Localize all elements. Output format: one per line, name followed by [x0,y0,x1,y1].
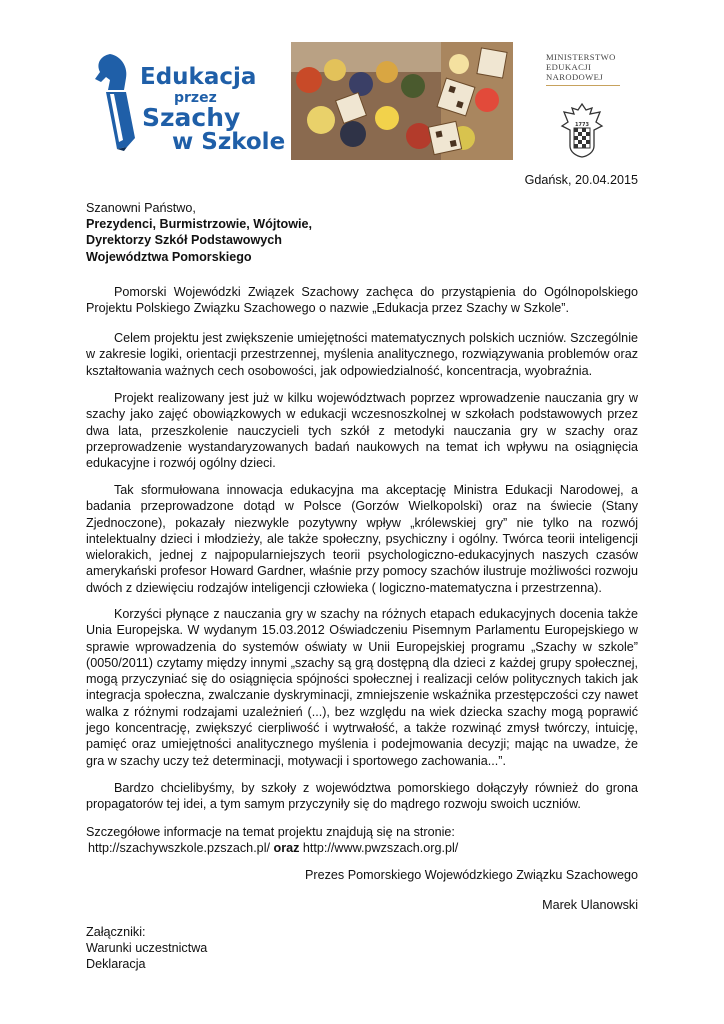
logo-line3: Szachy [142,103,241,132]
attachments-label: Załączniki: [86,925,146,939]
children-playing-chess-photo [291,42,513,160]
attachment-item: Warunki uczestnictwa [86,941,208,955]
ministry-name-line2: EDUKACJI [546,62,592,72]
logo-line4: w Szkole [172,129,286,152]
recipient-line: Prezydenci, Burmistrzowie, Wójtowie, [86,217,313,231]
signature-title: Prezes Pomorskiego Wojewódzkiego Związku Szachowego [305,868,638,882]
emblem-year: 1773 [575,122,589,128]
links-line [88,840,458,856]
ministry-name-line3: NARODOWEJ [546,72,604,82]
signature-name: Marek Ulanowski [542,898,638,912]
greeting: Szanowni Państwo, [86,201,196,215]
paragraph-goal: Celem projektu jest zwiększenie umiejętności matematycznych polskich uczniów. Szczególnie w zakresie logiki, orientacji przestrzennej, myślenia analitycznego, rozwiązywania problemów oraz kształtowania ważnych cech osobowości, jak odpowiedzialność, koncentracja, wyobraźnia. [86,331,638,378]
recipient-line: Dyrektorzy Szkół Podstawowych [86,233,282,248]
ministry-name-line1: MINISTERSTWO [546,52,616,62]
place-date: Gdańsk, 20.04.2015 [524,173,638,187]
paragraph-closing: Bardzo chcielibyśmy, by szkoły z województwa pomorskiego dołączyły również do grona propagatorów tej idei, a tym samym przyczyniły się do mądrego rozwoju swoich uczniów. [86,781,638,812]
recipients-block [86,216,312,265]
project-link[interactable]: http://szachywszkole.pzszach.pl/ [88,841,270,855]
link-separator: oraz [273,841,300,855]
paragraph-project: Projekt realizowany jest już w kilku województwach poprzez wprowadzenie nauczania gry w szachy jako zajęć obowiązkowych w edukacji wczesnoszkolnej w szkołach podstawowych przez dwa lata, przeszkolenie nauczycieli tych szkół z metodyki nauczania gry w szachy oraz przeprowadzenie wystandaryzowanych badań naukowych na temat ich wpływu na osiągnięcia edukacyjne i rozwój ogólny dzieci. [86,391,638,471]
info-line: Szczegółowe informacje na temat projektu znajdują się na stronie: [86,825,455,839]
ministry-divider [546,85,620,86]
chess-knight-pencil-icon [95,54,135,151]
paragraph-innovation: Tak sformułowana innowacja edukacyjna ma akceptację Ministra Edukacji Narodowej, a badania przeprowadzone dotąd w Polsce (Gorzów Wielkopolski) oraz na świecie (Stany Zjednoczone), pokazały niezwykle pozytywny wpływ „królewskiej gry” nie tylko na rozwój intelektualny dzieci i młodzieży, ale także społeczny, psychiczny i ogólny. Twórca teorii inteligencji wielorakich, jednej z najpopularniejszych teorii psychologiczno-edukacyjnych naszych czasów amerykański profesor Howard Gardner, właśnie przy pomocy szachów ilustruje możliwości rozwoju dwóch z dziewięciu rodzajów inteligencji człowieka ( logiczno-matematyczna i przestrzenna). [86,483,638,595]
project-logo [92,50,287,152]
paragraph-eu: Korzyści płynące z nauczania gry w szachy na różnych etapach edukacyjnych docenia także Unia Europejska. W wydanym 15.03.2012 Oświadczeniu Pisemnym Parlamentu Europejskiego w sprawie wprowadzenia do systemów oświaty w Unii Europejskiej programu „Szachy w szkole” (0050/2011) czytamy między innymi „szachy są grą dostępną dla dzieci z każdej grupy społecznej, mogą przyczyniać się do osiągnięcia spójności społecznej i realizacji celów politycznych takich jak integracja społeczna, zwalczanie dyskryminacji, zmniejszenie wskaźnika przestępczości czy nawet walka z różnymi rodzajami uzależnień (...), bez względu na wiek dziecka szachy mogą poprawić jego koncentrację, zwiększyć cierpliwość i wytrwałość, a także rozwinąć zmysł twórczy, intuicję, pamięć oraz umiejętności analitycznego myślenia i podejmowania decyzji; mając na uwadze, że gra w szachy uczy też determinacji, motywacji i sportowego zachowania...”. [86,607,638,768]
paragraph-intro: Pomorski Wojewódzki Związek Szachowy zachęca do przystąpienia do Ogólnopolskiego Projektu Polskiego Związku Szachowego o nazwie „Edukacja przez Szachy w Szkole”. [86,285,638,316]
recipient-line: Województwa Pomorskiego [86,249,252,264]
polish-eagle-emblem-icon [560,102,604,158]
ministry-logo [546,52,636,128]
attachment-item: Deklaracja [86,957,146,972]
logo-line1: Edukacja [140,64,257,90]
letterhead [0,40,724,160]
association-link[interactable]: http://www.pwzszach.org.pl/ [302,841,459,855]
logo-line2: przez [174,90,217,106]
attachments-list [86,940,207,973]
